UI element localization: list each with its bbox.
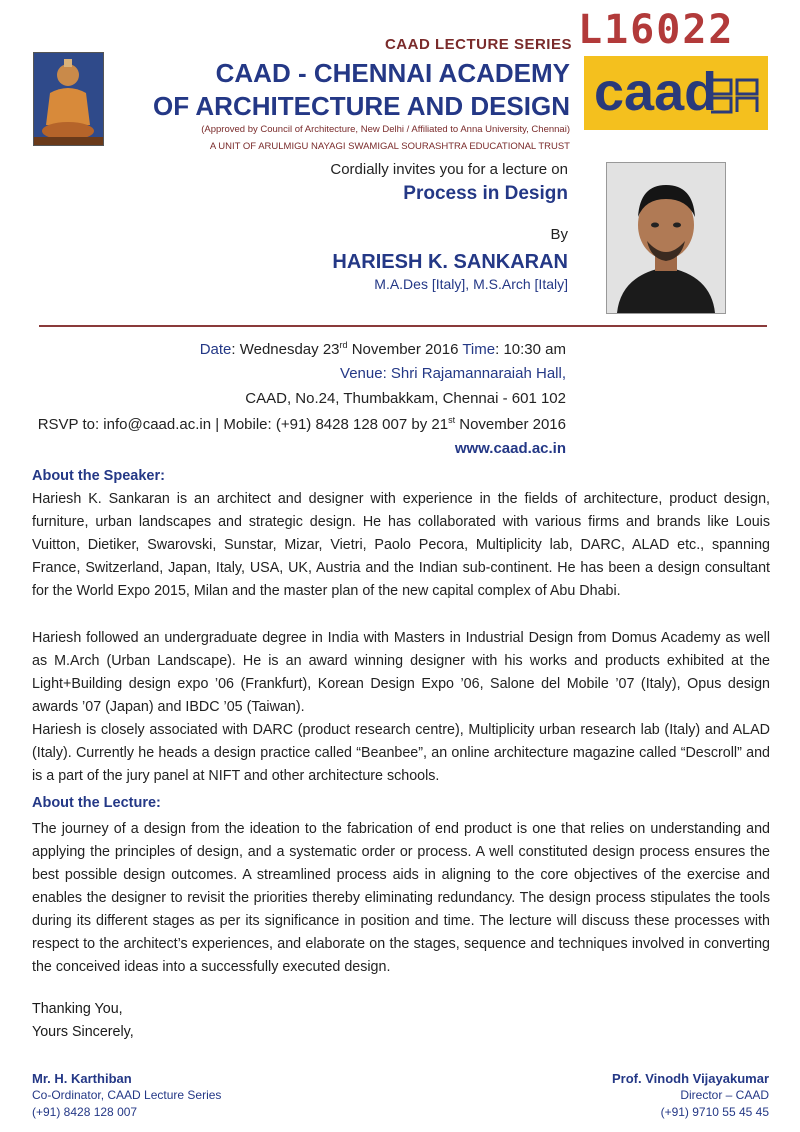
- venue-address: CAAD, No.24, Thumbakkam, Chennai - 601 102: [245, 390, 566, 407]
- date-time-line: [20, 340, 566, 358]
- speaker-bio-paragraph: Hariesh K. Sankaran is an architect and designer with experience in the fields of architecture, product design, furniture, urban landscapes and strategic design. He has collaborated with various firms and brands like Louis Vuitton, Dietiker, Swarovski, Sunstar, Mizar, Vietri, Paolo Pecora, Multiplicity lab, DARC, ALAD etc., spanning France, Switzerland, Japan, Italy, USA, UK, Austria and the Indian sub-continent. He has been a design consultant for the World Expo 2015, Milan and the master plan of the new capital complex of Abu Dhabi.: [32, 491, 770, 599]
- date-label: Date: [199, 341, 232, 358]
- lecture-title: Process in Design: [403, 183, 568, 204]
- academy-title-line-2: OF ARCHITECTURE AND DESIGN: [153, 91, 570, 121]
- venue-value: : Shri Rajamannaraiah Hall,: [382, 365, 566, 382]
- signatory-coordinator: [32, 1070, 221, 1121]
- deity-portrait-image: [33, 52, 104, 146]
- header-divider: [39, 325, 767, 327]
- rsvp-contact: RSVP to: info@caad.ac.in | Mobile: (+91) 8428 128 007 by 21: [37, 416, 449, 433]
- speaker-bio-paragraph: Hariesh is closely associated with DARC (product research centre), Multiplicity urban research lab (Italy) and ALAD (Italy). Currently he heads a design practice called “Beanbee”, an online architecture magazine called “Descroll” and is a part of the jury panel at NIFT and other architecture schools.: [32, 722, 770, 784]
- lecture-description: The journey of a design from the ideation to the fabrication of end product is one that relies on understanding and applying the principles of design, and a systematic order or process. A well constituted design process ensures the best possible design outcomes. A streamlined process aids in aligning to the core objectives of the exercise and enables the designer to revisit the priorities thereby eliminating redundancy. The design process stipulates the tools during its different stages as per its significance in position and time. The lecture will discuss these processes with respect to the architect’s experiences, and elaborate on the stages, sequence and techniques involved in converting the conceived ideas into a successfully executed design.: [32, 821, 770, 975]
- invitation-intro: Cordially invites you for a lecture on: [330, 161, 568, 178]
- signatory-role: Director – CAAD: [680, 1088, 769, 1102]
- date-month-year: November 2016: [347, 341, 463, 358]
- time-value: : 10:30 am: [495, 341, 566, 358]
- caad-logo-glyph-icon: [709, 78, 759, 114]
- speaker-bio-paragraph: Hariesh followed an undergraduate degree in India with Masters in Industrial Design from Domus Academy as well as M.Arch (Urban Landscape). He is an award winning designer with his works and products exhibited at the Light+Building design expo ’06 (Frankfurt), Korean Design Expo ’06, Salone del Mobile ’07 (Italy), Opus design awards ’07 (Japan) and IBDC ’05 (Taiwan).: [32, 630, 770, 715]
- caad-logo-text: caad: [594, 62, 718, 122]
- date-suffix: rd: [339, 340, 348, 350]
- academy-title-line-1: CAAD - CHENNAI ACADEMY: [215, 58, 570, 88]
- speaker-photo: [606, 162, 726, 314]
- rsvp-date-suffix: st: [448, 415, 456, 425]
- closing-signoff: Yours Sincerely,: [32, 1024, 134, 1040]
- about-lecture-heading: About the Lecture:: [32, 795, 161, 811]
- approval-note: (Approved by Council of Architecture, New Delhi / Affiliated to Anna University, Chennai): [201, 124, 570, 135]
- lecture-series-label: CAAD LECTURE SERIES: [384, 36, 572, 53]
- venue-line: [20, 365, 566, 382]
- signatory-role: Co-Ordinator, CAAD Lecture Series: [32, 1088, 222, 1102]
- about-speaker-heading: About the Speaker:: [32, 468, 165, 484]
- speaker-name: HARIESH K. SANKARAN: [332, 251, 568, 273]
- speaker-qualifications: M.A.Des [Italy], M.S.Arch [Italy]: [374, 276, 568, 292]
- signatory-phone: (+91) 9710 55 45 45: [660, 1105, 769, 1119]
- caad-logo: [584, 56, 768, 130]
- signatory-director: [560, 1070, 769, 1121]
- lecture-code: L16022: [578, 7, 735, 53]
- trust-note: A UNIT OF ARULMIGU NAYAGI SWAMIGAL SOURASHTRA EDUCATIONAL TRUST: [209, 141, 570, 152]
- closing-thanks: Thanking You,: [32, 1001, 123, 1017]
- venue-label: Venue: [340, 365, 383, 382]
- signatory-phone: (+91) 8428 128 007: [32, 1105, 138, 1119]
- academy-title: [100, 57, 570, 123]
- time-label: Time: [462, 341, 496, 358]
- rsvp-month-year: November 2016: [455, 416, 566, 433]
- signatory-name: Mr. H. Karthiban: [32, 1071, 132, 1086]
- signatory-name: Prof. Vinodh Vijayakumar: [611, 1071, 769, 1086]
- website-link[interactable]: www.caad.ac.in: [454, 440, 566, 457]
- date-value: : Wednesday 23: [231, 341, 340, 358]
- rsvp-line: [20, 415, 566, 433]
- by-label: By: [550, 226, 568, 243]
